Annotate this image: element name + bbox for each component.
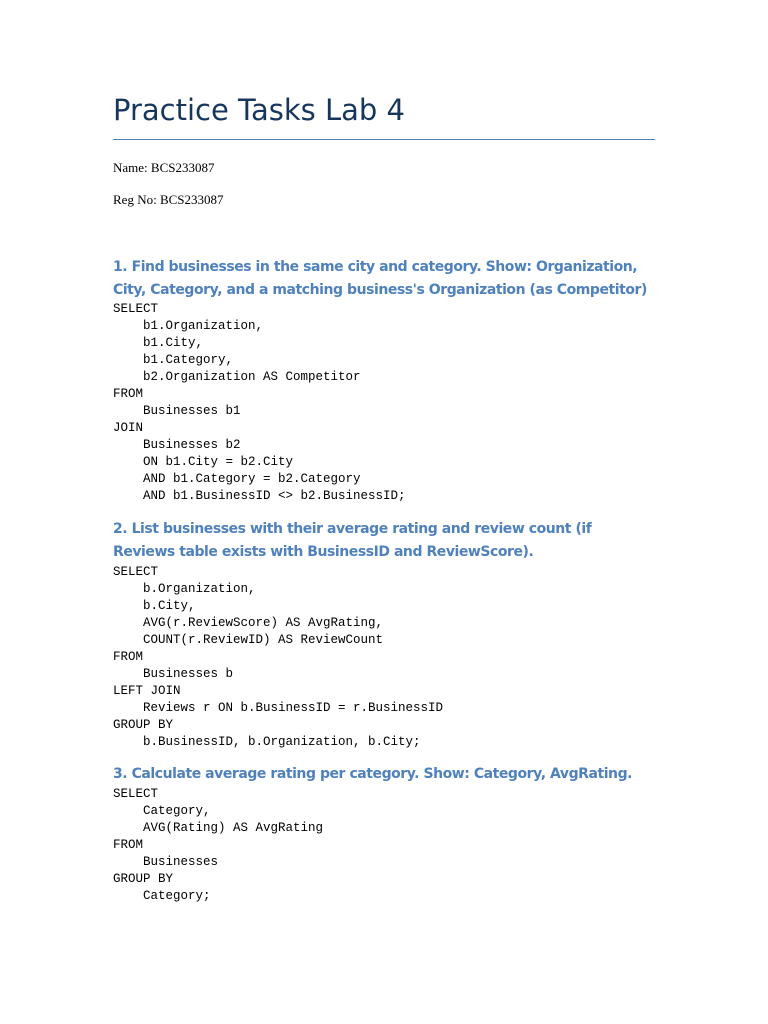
code-line: b1.Category,	[143, 353, 234, 367]
code-line: b1.Organization,	[143, 319, 264, 333]
code-line: COUNT(r.ReviewID) AS ReviewCount	[143, 633, 384, 647]
code-line: b1.City,	[143, 336, 204, 350]
code-line: ON b1.City = b2.City	[143, 455, 294, 469]
task-3-heading: 3. Calculate average rating per category. Show: Category, AvgRating.	[113, 766, 633, 782]
code-line: AND b1.Category = b2.Category	[143, 472, 361, 486]
task-1-code	[113, 301, 406, 505]
code-line: FROM	[113, 838, 144, 852]
code-line: SELECT	[113, 302, 159, 316]
page-title: Practice Tasks Lab 4	[113, 93, 405, 127]
code-line: b.City,	[143, 599, 196, 613]
title-underline	[113, 139, 655, 140]
code-line: b.Organization,	[143, 582, 256, 596]
code-line: Businesses	[143, 855, 219, 869]
code-line: SELECT	[113, 787, 159, 801]
code-line: b2.Organization AS Competitor	[143, 370, 361, 384]
code-line: Reviews r ON b.BusinessID = r.BusinessID	[143, 701, 444, 715]
code-line: b.BusinessID, b.Organization, b.City;	[143, 735, 421, 749]
code-line: SELECT	[113, 565, 159, 579]
task-2-code	[113, 564, 443, 751]
code-line: AVG(r.ReviewScore) AS AvgRating,	[143, 616, 384, 630]
code-line: GROUP BY	[113, 872, 174, 886]
code-line: FROM	[113, 387, 144, 401]
code-line: JOIN	[113, 421, 144, 435]
code-line: AND b1.BusinessID <> b2.BusinessID;	[143, 489, 406, 503]
code-line: FROM	[113, 650, 144, 664]
student-name: Name: BCS233087	[113, 160, 215, 175]
task-1-heading: 1. Find businesses in the same city and category. Show: Organization, City, Category, and a matching business's Organization (as Competitor)	[113, 259, 647, 298]
code-line: Category;	[143, 889, 211, 903]
task-2-heading: 2. List businesses with their average rating and review count (if Reviews table exists with BusinessID and ReviewScore).	[113, 521, 592, 560]
code-line: LEFT JOIN	[113, 684, 181, 698]
code-line: Category,	[143, 804, 211, 818]
code-line: GROUP BY	[113, 718, 174, 732]
code-line: AVG(Rating) AS AvgRating	[143, 821, 324, 835]
code-line: Businesses b1	[143, 404, 241, 418]
registration-number: Reg No: BCS233087	[113, 192, 224, 207]
code-line: Businesses b2	[143, 438, 241, 452]
code-line: Businesses b	[143, 667, 234, 681]
task-3-code	[113, 786, 323, 905]
